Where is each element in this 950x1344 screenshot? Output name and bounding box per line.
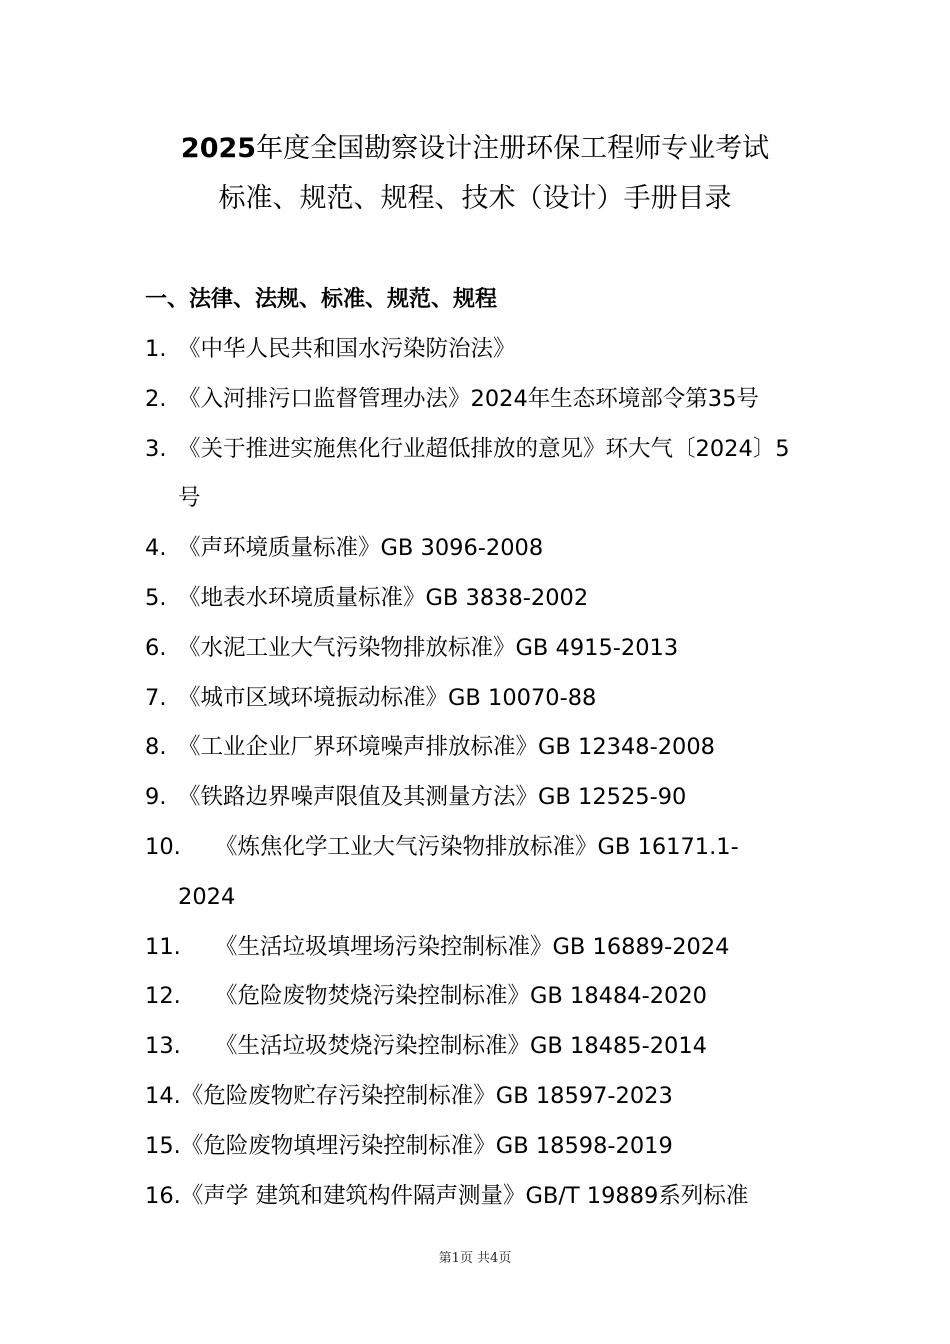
item-text: 《炼焦化学工业大气污染物排放标准》GB 16171.1- (215, 833, 739, 860)
list-item (145, 674, 825, 724)
item-number: 11. (145, 933, 181, 960)
item-text: 《声学 建筑和建筑构件隔声测量》GB/T 19889系列标准 (180, 1182, 749, 1209)
item-text: 《中华人民共和国水污染防治法》 (178, 336, 516, 362)
list-item (145, 574, 825, 624)
item-text: 《铁路边界噪声限值及其测量方法》GB 12525-90 (178, 784, 687, 811)
list-item (145, 972, 825, 1022)
list-item (145, 823, 825, 873)
item-text: 《入河排污口监督管理办法》2024年生态环境部令第35号 (178, 385, 759, 412)
item-number: 5. (145, 584, 167, 611)
list-item (145, 624, 825, 674)
list-item (145, 773, 825, 823)
item-number: 7. (145, 684, 167, 711)
item-text: 《水泥工业大气污染物排放标准》GB 4915-2013 (178, 634, 679, 661)
item-text: 《危险废物贮存污染控制标准》GB 18597-2023 (180, 1082, 673, 1109)
title-rest: 年度全国勘察设计注册环保工程师专业考试 (256, 133, 770, 164)
item-text: 《危险废物焚烧污染控制标准》GB 18484-2020 (215, 983, 707, 1010)
item-number: 9. (145, 784, 167, 811)
list-item (145, 1122, 825, 1172)
title-year: 2025 (180, 133, 257, 164)
item-number: 10. (145, 833, 181, 860)
item-number: 1. (145, 336, 167, 362)
item-number: 6. (145, 634, 167, 661)
standards-list (145, 325, 825, 1221)
item-number: 2. (145, 385, 167, 412)
item-text: 《生活垃圾填埋场污染控制标准》GB 16889-2024 (215, 933, 730, 960)
item-number: 4. (145, 535, 167, 562)
item-text: 《地表水环境质量标准》GB 3838-2002 (178, 584, 589, 611)
list-item (145, 1072, 825, 1122)
item-number: 15. (145, 1132, 181, 1159)
document-title-line-2: 标准、规范、规程、技术（设计）手册目录 (218, 183, 732, 214)
list-item (145, 723, 825, 773)
document-title-line-1 (0, 129, 950, 169)
item-text: 《城市区域环境振动标准》GB 10070-88 (178, 684, 597, 711)
item-text: 《关于推进实施焦化行业超低排放的意见》环大气〔2024〕5 (178, 435, 790, 462)
item-text: 《生活垃圾焚烧污染控制标准》GB 18485-2014 (215, 1033, 707, 1060)
list-item (145, 923, 825, 973)
item-text: 《危险废物填埋污染控制标准》GB 18598-2019 (180, 1132, 673, 1159)
item-number: 14. (145, 1082, 181, 1109)
list-item (145, 325, 825, 375)
page-footer: 第1页 共4页 (438, 1251, 512, 1266)
item-number: 16. (145, 1182, 181, 1209)
list-item (145, 425, 825, 475)
list-item (145, 1022, 825, 1072)
list-item (145, 1172, 825, 1222)
section-heading: 一、法律、法规、标准、规范、规程 (145, 287, 498, 312)
item-continuation: 号 (178, 485, 201, 512)
item-number: 3. (145, 435, 167, 462)
item-number: 8. (145, 734, 167, 761)
item-continuation: 2024 (178, 883, 236, 910)
item-number: 12. (145, 983, 181, 1010)
list-item (145, 524, 825, 574)
item-text: 《声环境质量标准》GB 3096-2008 (178, 535, 544, 562)
list-item (145, 375, 825, 425)
item-text: 《工业企业厂界环境噪声排放标准》GB 12348-2008 (178, 734, 715, 761)
item-number: 13. (145, 1033, 181, 1060)
